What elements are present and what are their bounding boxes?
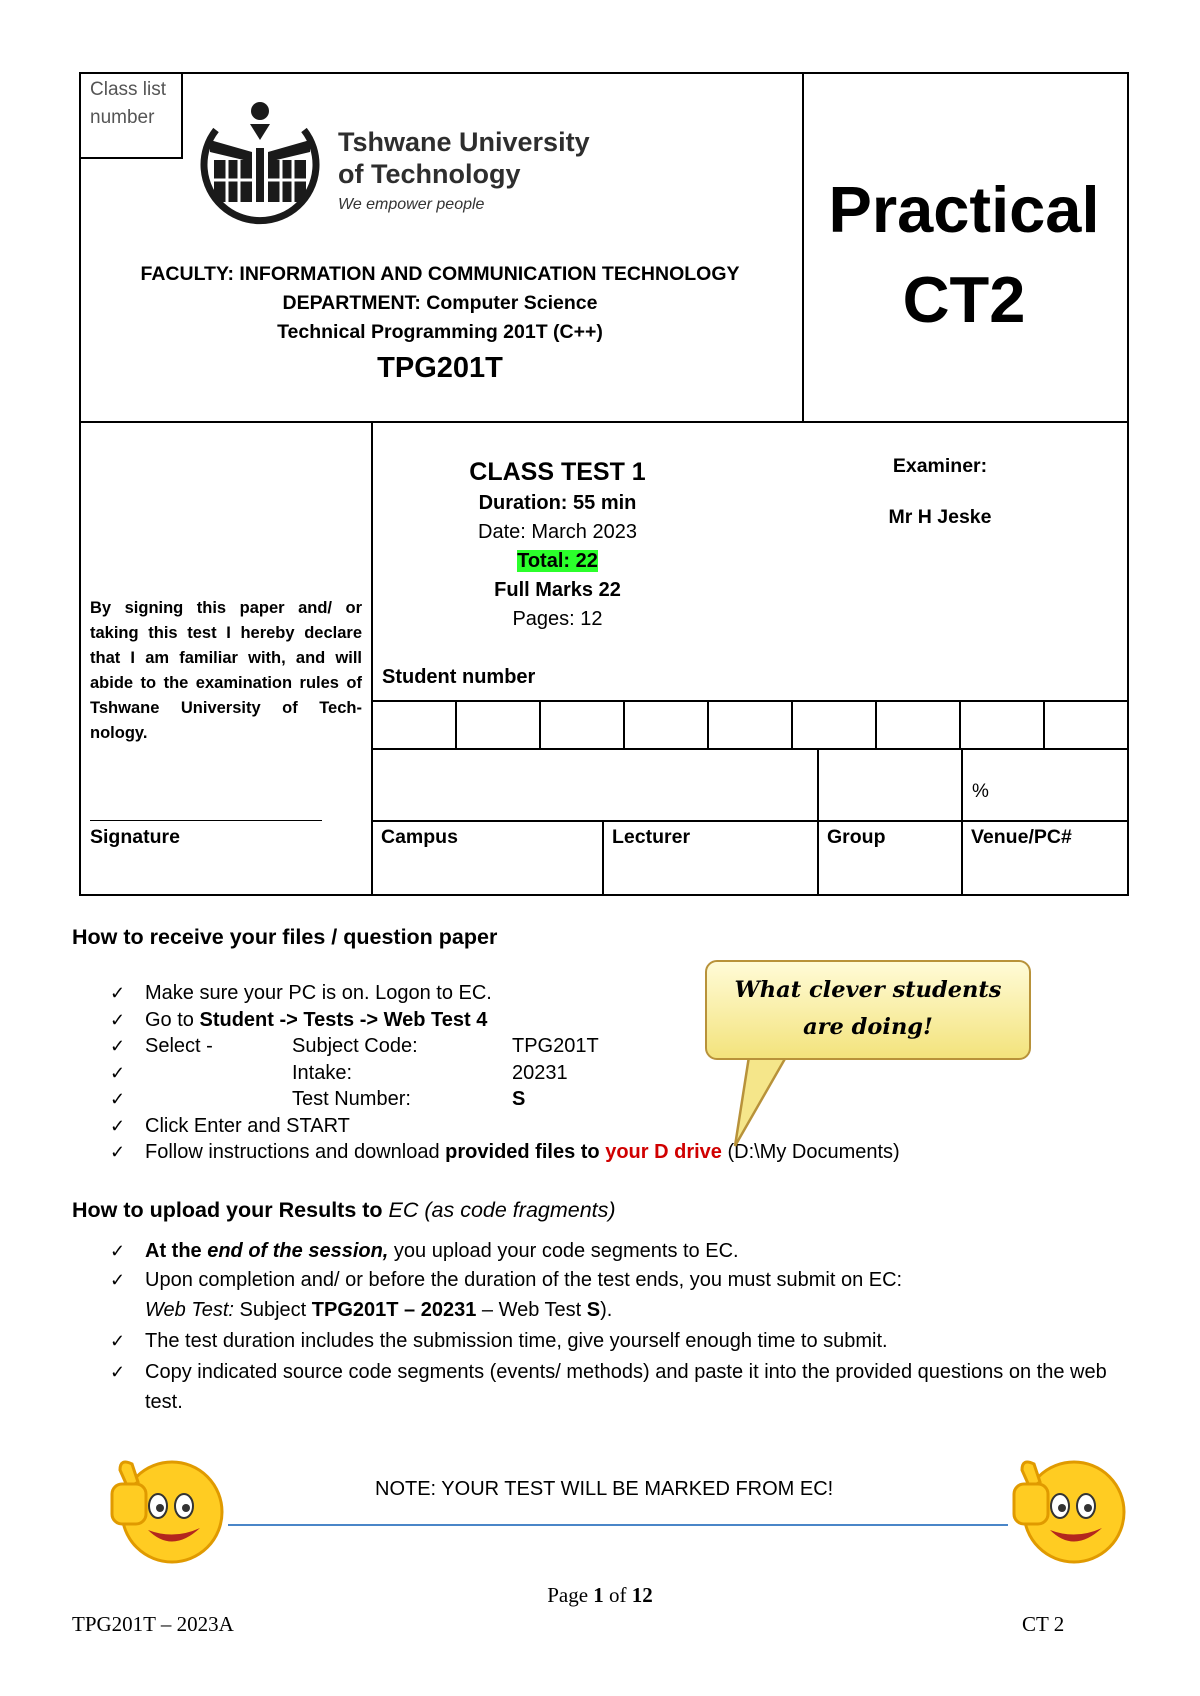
divider (455, 700, 457, 748)
divider (961, 748, 963, 896)
check-icon: ✓ (110, 1062, 126, 1083)
check-icon: ✓ (110, 1241, 126, 1261)
department: DEPARTMENT: Computer Science (282, 292, 598, 314)
divider (875, 700, 877, 748)
divider (371, 748, 1129, 750)
list-item: ✓ Follow instructions and download provided files to your D drive (D:\My Documents) (110, 1139, 900, 1166)
student-number-label: Student number (382, 666, 536, 688)
divider (371, 820, 1129, 822)
date: Date: March 2023 (478, 521, 637, 543)
test-info (430, 455, 685, 634)
list-item: ✓ Test Number: S (110, 1086, 900, 1113)
thumbs-up-smiley-icon (108, 1448, 230, 1564)
upload-list (110, 1238, 1140, 1417)
venue-label: Venue/PC# (971, 826, 1072, 848)
faculty: FACULTY: INFORMATION AND COMMUNICATION TECHNOLOGY (140, 263, 740, 285)
total: Total: 22 (517, 550, 598, 572)
list-item: ✓ Select - Subject Code: TPG201T (110, 1033, 900, 1060)
page-number: Page 1 of 12 (547, 1583, 653, 1607)
signature-label: Signature (90, 826, 180, 848)
divider (1043, 700, 1045, 748)
check-icon: ✓ (110, 1142, 126, 1162)
callout-bubble: What clever students are doing! (705, 960, 1031, 1060)
course-code: TPG201T (377, 352, 503, 384)
duration: Duration: 55 min (478, 492, 637, 514)
class-list-number-box (80, 73, 183, 159)
list-item: ✓ Copy indicated source code segments (events/ methods) and paste it into the provided questions on the web test. (110, 1357, 1140, 1417)
footer-test: CT 2 (1022, 1612, 1065, 1636)
check-icon: ✓ (110, 1089, 126, 1109)
list-item: ✓ At the end of the session, you upload your code segments to EC. (110, 1238, 1140, 1265)
university-tagline: We empower people (338, 196, 485, 213)
check-icon: ✓ (110, 1009, 126, 1030)
divider (817, 820, 819, 896)
divider (791, 700, 793, 748)
university-name: Tshwane University of Technology (338, 127, 590, 189)
test-title: CLASS TEST 1 (469, 458, 646, 486)
lecturer-label: Lecturer (612, 826, 691, 848)
check-icon: ✓ (110, 1362, 126, 1382)
divider (602, 820, 604, 896)
divider (707, 700, 709, 748)
note: NOTE: YOUR TEST WILL BE MARKED FROM EC! (375, 1478, 834, 1500)
list-item: ✓ Upon completion and/ or before the duration of the test ends, you must submit on EC: Web Test: Subject TPG201T – 20231 – Web Test S). (110, 1265, 1140, 1325)
divider (371, 700, 1129, 702)
group-label: Group (827, 826, 886, 848)
divider (817, 748, 819, 820)
pages: Pages: 12 (512, 608, 603, 630)
declaration: By signing this paper and/ or taking this test I hereby declare that I am familiar with, and will abide to the examination rules of Tshwane University of Tech-nology. (90, 599, 362, 742)
divider (959, 700, 961, 748)
faculty-block (80, 260, 800, 347)
thumbs-up-smiley-icon (1010, 1448, 1132, 1564)
percent-label: % (972, 781, 989, 802)
list-item: ✓ Click Enter and START (110, 1113, 900, 1140)
university-logo (192, 100, 328, 226)
divider (79, 421, 1129, 423)
list-item: ✓ Make sure your PC is on. Logon to EC. (110, 980, 900, 1007)
check-icon: ✓ (110, 1115, 126, 1136)
signature-line[interactable] (90, 820, 322, 821)
footer-course: TPG201T – 2023A (72, 1612, 234, 1636)
divider (623, 700, 625, 748)
receive-heading: How to receive your files / question paper (72, 925, 498, 949)
campus-label: Campus (381, 826, 458, 848)
bubble-tail (730, 1050, 800, 1150)
check-icon: ✓ (110, 1036, 126, 1056)
divider (371, 421, 373, 896)
list-item: ✓ Go to Student -> Tests -> Web Test 4 (110, 1007, 900, 1034)
list-item: ✓ The test duration includes the submission time, give yourself enough time to submit. (110, 1328, 1140, 1355)
list-item: ✓ Intake: 20231 (110, 1060, 900, 1087)
upload-heading: How to upload your Results to EC (as code fragments) (72, 1198, 616, 1222)
check-icon: ✓ (110, 1330, 126, 1351)
divider (539, 700, 541, 748)
examiner: Examiner: Mr H Jeske (888, 455, 992, 528)
full-marks: Full Marks 22 (494, 579, 621, 601)
subject: Technical Programming 201T (C++) (277, 321, 603, 343)
check-icon: ✓ (110, 983, 126, 1003)
check-icon: ✓ (110, 1269, 126, 1290)
note-underline (228, 1524, 1008, 1526)
practical-title: Practical CT2 (828, 173, 1100, 336)
class-list-label: Class list number (90, 79, 167, 128)
